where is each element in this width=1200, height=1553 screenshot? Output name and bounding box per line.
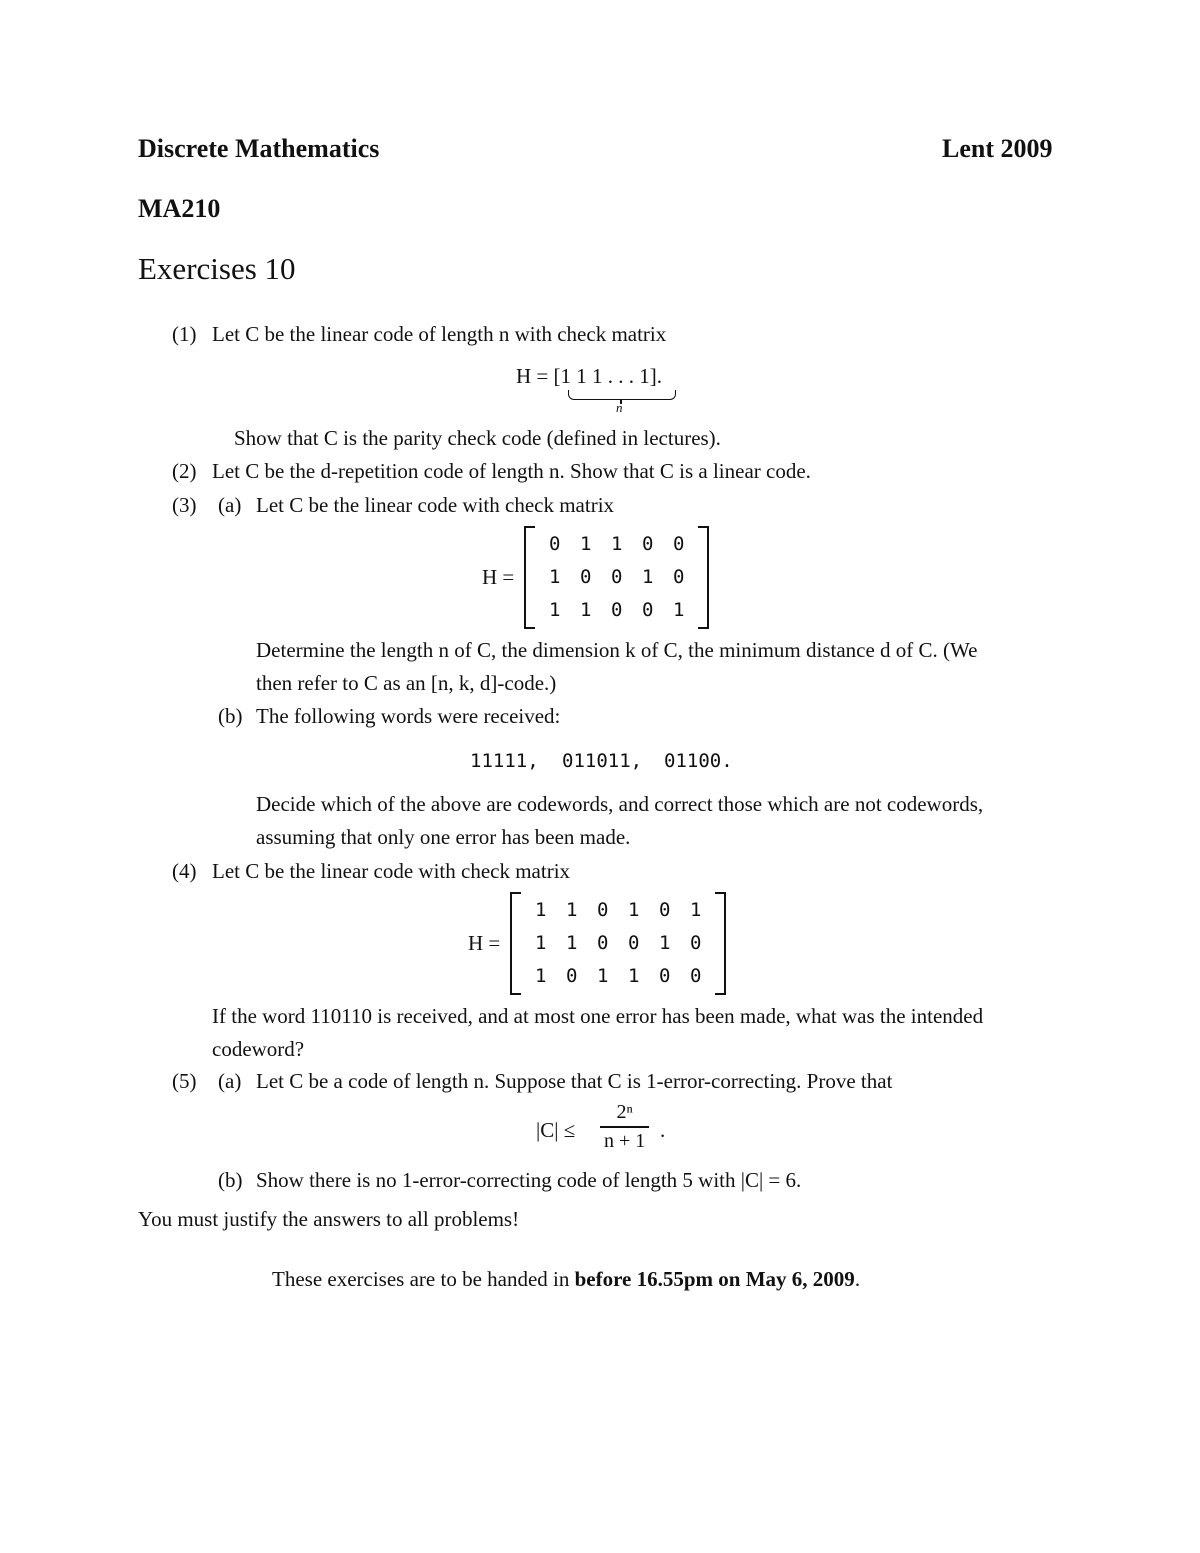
q4-matrix-cell-0-0: 1: [535, 899, 547, 921]
q3-matrix-cell-2-3: 0: [642, 599, 654, 621]
q4-matrix-cell-2-5: 0: [690, 965, 702, 987]
q5-fraction-numerator: 2ⁿ: [616, 1101, 633, 1123]
q4-text: Let C be the linear code with check matrix: [212, 859, 571, 883]
q3-matrix-cell-0-4: 0: [673, 533, 685, 555]
left-bracket: [510, 892, 521, 995]
q5-fraction: [600, 1101, 649, 1153]
q4-follow-2: codeword?: [212, 1037, 305, 1061]
q4-matrix-cell-2-1: 0: [566, 965, 578, 987]
q3b-label: (b): [218, 704, 243, 728]
hand-in-deadline: before 16.55pm on May 6, 2009: [574, 1267, 855, 1291]
q3-matrix-cell-2-2: 0: [611, 599, 623, 621]
q3-matrix-cell-2-1: 1: [580, 599, 592, 621]
q4-matrix-cell-2-0: 1: [535, 965, 547, 987]
q3a-follow-2: then refer to C as an [n, k, d]-code.): [256, 671, 557, 695]
q4-matrix-cell-0-1: 1: [566, 899, 578, 921]
q1-underbrace: [568, 390, 676, 400]
q5-inequality-end: .: [660, 1118, 666, 1142]
q3-matrix-cell-1-1: 0: [580, 566, 592, 588]
q4-check-matrix: [468, 892, 726, 995]
q4-matrix-cell-1-1: 1: [566, 932, 578, 954]
q3-matrix-cell-0-2: 1: [611, 533, 623, 555]
q3b-follow-1: Decide which of the above are codewords, and correct those which are not codewords,: [256, 792, 984, 816]
q3a-follow-1: Determine the length n of C, the dimension k of C, the minimum distance d of C. (We: [256, 638, 978, 662]
q3-matrix-grid: [535, 528, 698, 627]
q4-number: (4): [172, 859, 197, 883]
q1-number: (1): [172, 322, 197, 346]
q3-matrix-cell-2-4: 1: [673, 599, 685, 621]
q1-text: Let C be the linear code of length n with check matrix: [212, 322, 667, 346]
q4-matrix-cell-2-3: 1: [628, 965, 640, 987]
q3-number: (3): [172, 493, 197, 517]
q4-matrix-grid: [521, 894, 715, 993]
course-title: Discrete Mathematics: [138, 134, 380, 163]
q3-matrix-cell-0-0: 0: [549, 533, 561, 555]
q5b-label: (b): [218, 1168, 243, 1192]
q5a-label: (a): [218, 1069, 242, 1093]
q5-fraction-bar: [600, 1126, 649, 1128]
q3b-word-3: 01100.: [664, 750, 733, 772]
term-label: Lent 2009: [942, 134, 1053, 163]
q3-matrix-cell-1-3: 1: [642, 566, 654, 588]
hand-in-prefix: These exercises are to be handed in: [272, 1267, 570, 1291]
q4-matrix-cell-1-5: 0: [690, 932, 702, 954]
hand-in-suffix: .: [854, 1267, 861, 1291]
q4-matrix-cell-2-2: 1: [597, 965, 609, 987]
right-bracket: [698, 526, 709, 629]
q4-follow-1: If the word 110110 is received, and at most one error has been made, what was the intended: [212, 1004, 984, 1028]
q3-check-matrix: [482, 526, 709, 629]
q5a-text: Let C be a code of length n. Suppose that C is 1-error-correcting. Prove that: [256, 1069, 893, 1093]
q1-brace-label: n: [616, 400, 623, 415]
q5-number: (5): [172, 1069, 197, 1093]
q4-matrix-cell-0-2: 0: [597, 899, 609, 921]
q4-matrix-cell-0-3: 1: [628, 899, 640, 921]
q3-matrix-cell-2-0: 1: [549, 599, 561, 621]
page-title: Exercises 10: [138, 251, 296, 286]
q1-equation: H = [1 1 1 . . . 1].: [516, 364, 662, 388]
q4-matrix-cell-1-2: 0: [597, 932, 609, 954]
q3a-label: (a): [218, 493, 242, 517]
q3-matrix-label: H =: [482, 565, 515, 589]
left-bracket: [524, 526, 535, 629]
q3-matrix-cell-0-1: 1: [580, 533, 592, 555]
q3-matrix-cell-1-2: 0: [611, 566, 623, 588]
q3b-word-1: 11111,: [470, 750, 539, 772]
q5-fraction-denominator: n + 1: [604, 1129, 646, 1152]
q2-number: (2): [172, 459, 197, 483]
q4-matrix-label: H =: [468, 931, 501, 955]
q4-matrix-cell-0-4: 0: [659, 899, 671, 921]
q2-text: Let C be the d-repetition code of length n. Show that C is a linear code.: [212, 459, 811, 483]
q3-matrix-cell-1-0: 1: [549, 566, 561, 588]
right-bracket: [715, 892, 726, 995]
q3a-text: Let C be the linear code with check matrix: [256, 493, 615, 517]
q3b-follow-2: assuming that only one error has been made.: [256, 825, 631, 849]
q4-matrix-cell-0-5: 1: [690, 899, 702, 921]
q4-matrix-cell-1-4: 1: [659, 932, 671, 954]
course-code: MA210: [138, 194, 221, 223]
q4-matrix-cell-2-4: 0: [659, 965, 671, 987]
q3b-text: The following words were received:: [256, 704, 561, 728]
q5b-text: Show there is no 1-error-correcting code of length 5 with |C| = 6.: [256, 1168, 802, 1192]
hand-in-note: [272, 1267, 860, 1292]
q3-matrix-cell-1-4: 0: [673, 566, 685, 588]
q4-matrix-cell-1-3: 0: [628, 932, 640, 954]
q3-matrix-cell-0-3: 0: [642, 533, 654, 555]
q1-follow: Show that C is the parity check code (defined in lectures).: [234, 426, 721, 450]
q5-inequality-lhs: |C| ≤: [536, 1118, 576, 1142]
q4-matrix-cell-1-0: 1: [535, 932, 547, 954]
q3b-word-2: 011011,: [562, 750, 643, 772]
justify-note: You must justify the answers to all problems!: [138, 1207, 520, 1231]
